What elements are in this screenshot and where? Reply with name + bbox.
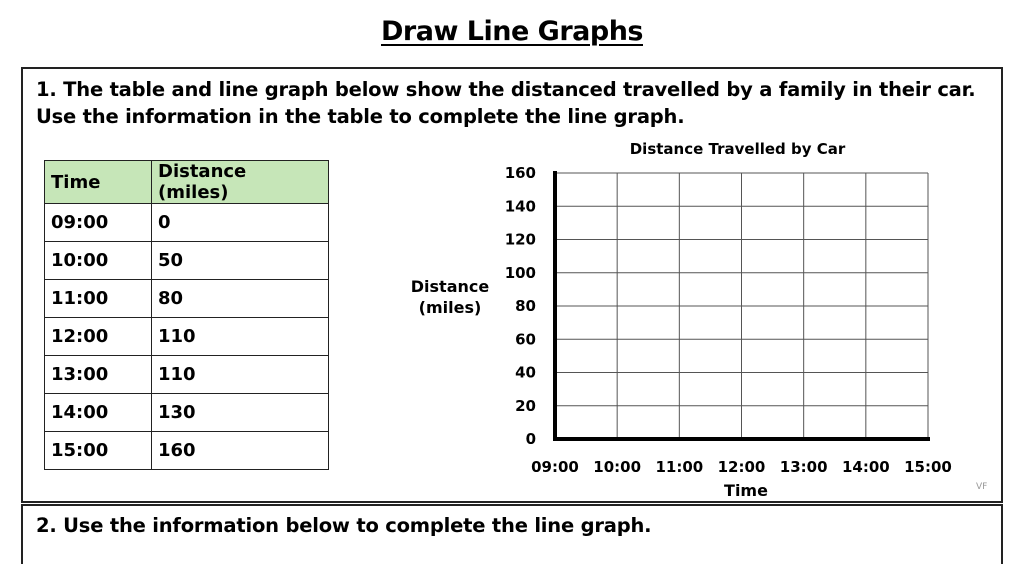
x-tick-label: 14:00 <box>841 458 890 476</box>
y-tick-label: 40 <box>515 363 536 382</box>
y-tick-label: 100 <box>504 263 536 282</box>
y-tick-label: 60 <box>515 330 536 349</box>
question-1-text-line2: Use the information in the table to complete the line graph. <box>36 105 685 128</box>
x-tick-label: 10:00 <box>593 458 642 476</box>
y-axis-label-line2: (miles) <box>418 298 482 317</box>
y-axis-label-line1: Distance <box>410 277 490 296</box>
y-tick-label: 160 <box>504 164 536 182</box>
chart-title: Distance Travelled by Car <box>629 140 846 158</box>
table-cell-time: 15:00 <box>45 432 152 470</box>
x-tick-label: 11:00 <box>655 458 704 476</box>
table-cell-distance: 110 <box>152 356 329 394</box>
table-cell-time: 12:00 <box>45 318 152 356</box>
table-cell-time: 11:00 <box>45 280 152 318</box>
question-1-text-line1: 1. The table and line graph below show the distanced travelled by a family in their car. <box>36 78 976 101</box>
x-tick-label: 13:00 <box>779 458 828 476</box>
table-cell-distance: 160 <box>152 432 329 470</box>
question-2-text: 2. Use the information below to complete the line graph. <box>36 514 652 537</box>
footer-mark: VF <box>976 482 988 492</box>
y-tick-label: 140 <box>504 197 536 216</box>
x-tick-label: 12:00 <box>717 458 766 476</box>
x-tick-label: 15:00 <box>904 458 952 476</box>
y-tick-label: 120 <box>504 230 536 249</box>
table-cell-distance: 130 <box>152 394 329 432</box>
table-cell-distance: 0 <box>152 204 329 242</box>
y-tick-label: 0 <box>525 430 536 448</box>
page-title: Draw Line Graphs <box>381 16 643 47</box>
table-header-distance: Distance (miles) <box>152 161 329 204</box>
y-tick-label: 20 <box>515 396 536 415</box>
x-tick-label: 09:00 <box>531 458 579 476</box>
table-cell-distance: 50 <box>152 242 329 280</box>
table-cell-time: 14:00 <box>45 394 152 432</box>
y-tick-label: 80 <box>515 297 536 315</box>
x-axis-label: Time <box>724 481 768 500</box>
table-cell-time: 10:00 <box>45 242 152 280</box>
table-header-time: Time <box>45 161 152 204</box>
table-cell-distance: 80 <box>152 280 329 318</box>
table-cell-time: 09:00 <box>45 204 152 242</box>
table-cell-time: 13:00 <box>45 356 152 394</box>
table-cell-distance: 110 <box>152 318 329 356</box>
